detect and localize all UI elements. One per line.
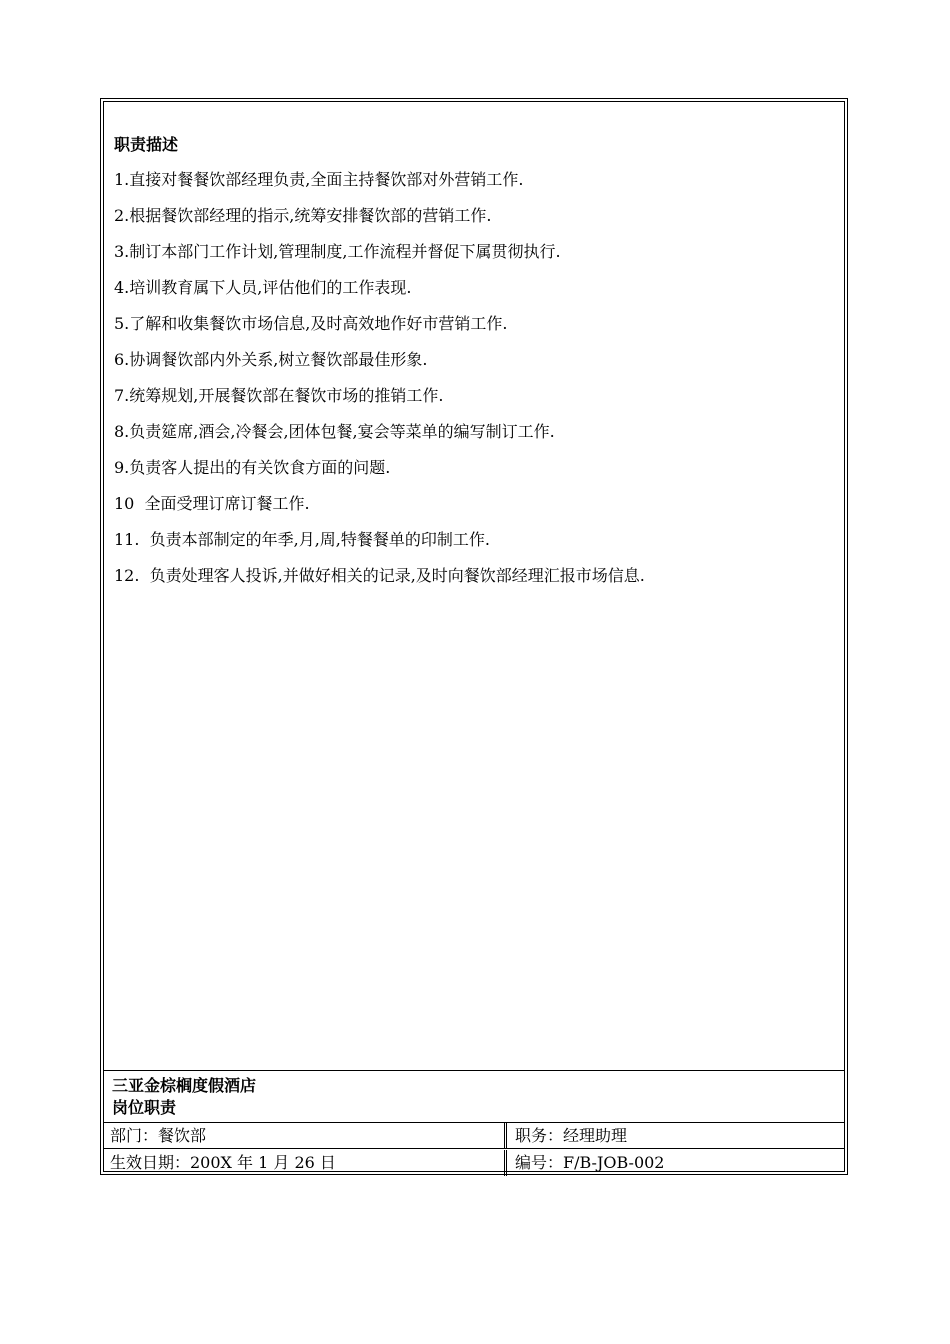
duty-item-12: 12. 负责处理客人投诉,并做好相关的记录,及时向餐饮部经理汇报市场信息. xyxy=(114,566,645,585)
duty-item-2: 2.根据餐饮部经理的指示,统筹安排餐饮部的营销工作. xyxy=(114,206,492,225)
meta-row-department xyxy=(104,1123,844,1149)
duty-item-10: 10 全面受理订席订餐工作. xyxy=(114,494,310,513)
form-inner-border xyxy=(103,101,845,1172)
meta-row-date xyxy=(104,1150,844,1176)
form-footer xyxy=(104,1070,844,1171)
position-cell: 职务：经理助理 xyxy=(504,1123,844,1148)
job-description-form xyxy=(100,98,848,1175)
duty-item-6: 6.协调餐饮部内外关系,树立餐饮部最佳形象. xyxy=(114,350,428,369)
effective-date-cell: 生效日期：200X 年 1 月 26 日 xyxy=(110,1153,336,1172)
duty-item-4: 4.培训教育属下人员,评估他们的工作表现. xyxy=(114,278,412,297)
duties-title: 职责描述 xyxy=(114,135,179,154)
document-type: 岗位职责 xyxy=(112,1098,177,1117)
duties-section xyxy=(114,132,834,600)
footer-header xyxy=(104,1071,844,1123)
duty-item-8: 8.负责筵席,酒会,冷餐会,团体包餐,宴会等菜单的编写制订工作. xyxy=(114,422,555,441)
duty-item-11: 11. 负责本部制定的年季,月,周,特餐餐单的印制工作. xyxy=(114,530,490,549)
duty-item-3: 3.制订本部门工作计划,管理制度,工作流程并督促下属贯彻执行. xyxy=(114,242,561,261)
document-number-cell: 编号：F/B-JOB-002 xyxy=(504,1150,844,1176)
duty-item-1: 1.直接对餐餐饮部经理负责,全面主持餐饮部对外营销工作. xyxy=(114,170,524,189)
duty-item-5: 5.了解和收集餐饮市场信息,及时高效地作好市营销工作. xyxy=(114,314,508,333)
hotel-name: 三亚金棕榈度假酒店 xyxy=(112,1076,257,1095)
duty-item-9: 9.负责客人提出的有关饮食方面的问题. xyxy=(114,458,391,477)
duty-item-7: 7.统筹规划,开展餐饮部在餐饮市场的推销工作. xyxy=(114,386,444,405)
department-cell: 部门：餐饮部 xyxy=(110,1126,207,1145)
